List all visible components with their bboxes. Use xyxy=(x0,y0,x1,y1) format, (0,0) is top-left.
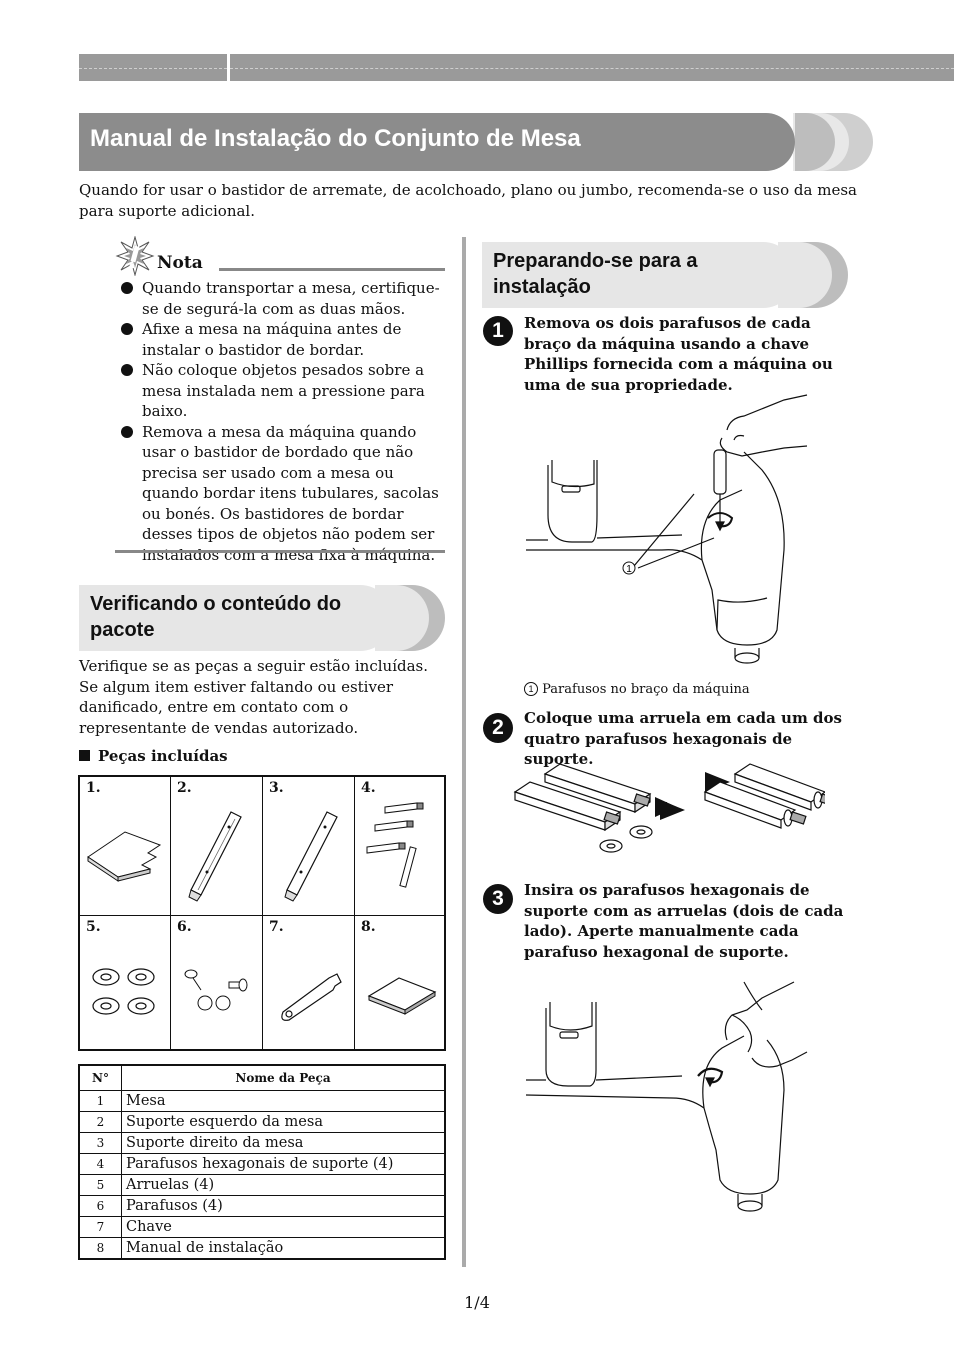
part-cell-2: 2. xyxy=(171,777,263,916)
screws-illustration xyxy=(171,916,263,1049)
table-row: 4 Parafusos hexagonais de suporte (4) xyxy=(79,1154,445,1175)
verify-paragraph: Verifique se as peças a seguir estão incluídas. Se algum item estiver faltando ou estiver danificado, entre em contato com o representante de vendas autorizado. xyxy=(79,657,429,737)
table-top-illustration xyxy=(80,777,171,916)
part-cell-7: 7. xyxy=(263,916,355,1049)
title-banner xyxy=(79,113,849,171)
table-row: 3 Suporte direito da mesa xyxy=(79,1133,445,1154)
caption-text: Parafusos no braço da máquina xyxy=(542,682,750,697)
table-row: 6 Parafusos (4) xyxy=(79,1196,445,1217)
manual-illustration xyxy=(355,916,446,1049)
washers-illustration xyxy=(80,916,171,1049)
header-strip-left xyxy=(79,54,227,81)
note-rule xyxy=(219,268,445,271)
step1-illustration xyxy=(522,390,812,680)
note-item: Afixe a mesa na máquina antes de instalar o bastidor de bordar. xyxy=(115,319,445,360)
column-divider xyxy=(462,237,466,1267)
step-number-3: 3 xyxy=(483,884,513,914)
step-number-1: 1 xyxy=(483,316,513,346)
step3-illustration xyxy=(522,980,812,1220)
part-cell-1: 1. xyxy=(80,777,171,916)
table-row: 1 Mesa xyxy=(79,1091,445,1112)
table-row: 2 Suporte esquerdo da mesa xyxy=(79,1112,445,1133)
parts-grid xyxy=(78,775,446,1051)
parts-heading: Peças incluídas xyxy=(79,747,228,765)
step-text-1: Remova os dois parafusos de cada braço da máquina usando a chave Phillips fornecida com a máquina ou uma de sua propriedade. xyxy=(524,314,833,394)
table-row: 8 Manual de instalação xyxy=(79,1238,445,1260)
note-icon xyxy=(115,236,155,276)
step-text-3: Insira os parafusos hexagonais de suporte com as arruelas (dois de cada lado). Aperte manualmente cada parafuso hexagonal de suporte. xyxy=(524,881,844,961)
part-cell-5: 5. xyxy=(80,916,171,1049)
table-row: 7 Chave xyxy=(79,1217,445,1238)
note-item: Não coloque objetos pesados sobre a mesa instalada nem a pressione para baixo. xyxy=(115,360,445,422)
note-bottom-rule xyxy=(115,550,445,553)
step-number-2: 2 xyxy=(483,713,513,743)
part-cell-4: 4. xyxy=(355,777,446,916)
section-header-verify xyxy=(79,585,445,651)
page-title: Manual de Instalação do Conjunto de Mesa xyxy=(90,125,581,152)
table-header-row xyxy=(79,1065,445,1091)
section-title-verify: Verificando o conteúdo do pacote xyxy=(90,593,342,641)
header-strip-right xyxy=(230,54,954,81)
note-title: Nota xyxy=(157,253,203,273)
parts-table xyxy=(78,1064,446,1260)
step-text-2: Coloque uma arruela em cada um dos quatro parafusos hexagonais de suporte. xyxy=(524,709,842,768)
note-list xyxy=(115,278,445,565)
part-cell-6: 6. xyxy=(171,916,263,1049)
hex-screws-illustration xyxy=(355,777,446,916)
col-header-name: Nome da Peça xyxy=(122,1065,446,1091)
callout-1-label: 1 xyxy=(626,564,632,575)
left-bracket-illustration xyxy=(171,777,263,916)
section-header-prepare xyxy=(482,242,848,308)
table-row: 5 Arruelas (4) xyxy=(79,1175,445,1196)
arrow-shaft xyxy=(655,802,667,812)
wrench-illustration xyxy=(263,916,355,1049)
caption-marker: 1 xyxy=(524,682,538,696)
page-number: 1/4 xyxy=(464,1293,490,1312)
note-item: Quando transportar a mesa, certifique-se de segurá-la com as duas mãos. xyxy=(115,278,445,319)
part-cell-8: 8. xyxy=(355,916,446,1049)
part-cell-3: 3. xyxy=(263,777,355,916)
note-item: Remova a mesa da máquina quando usar o bastidor de bordado que não precisa ser usado com a mesa ou quando bordar itens tubulares, sacolas ou bonés. Os bastidores de bordar desses tipos de objetos não podem ser instalados com a mesa fixa à máquina. xyxy=(115,422,445,566)
right-bracket-illustration xyxy=(263,777,355,916)
col-header-number: N° xyxy=(79,1065,122,1091)
section-title-prepare: Preparando-se para a instalação xyxy=(493,250,698,298)
intro-paragraph: Quando for usar o bastidor de arremate, de acolchoado, plano ou jumbo, recomenda-se o uso da mesa para suporte adicional. xyxy=(79,181,857,220)
step1-caption xyxy=(524,682,750,697)
